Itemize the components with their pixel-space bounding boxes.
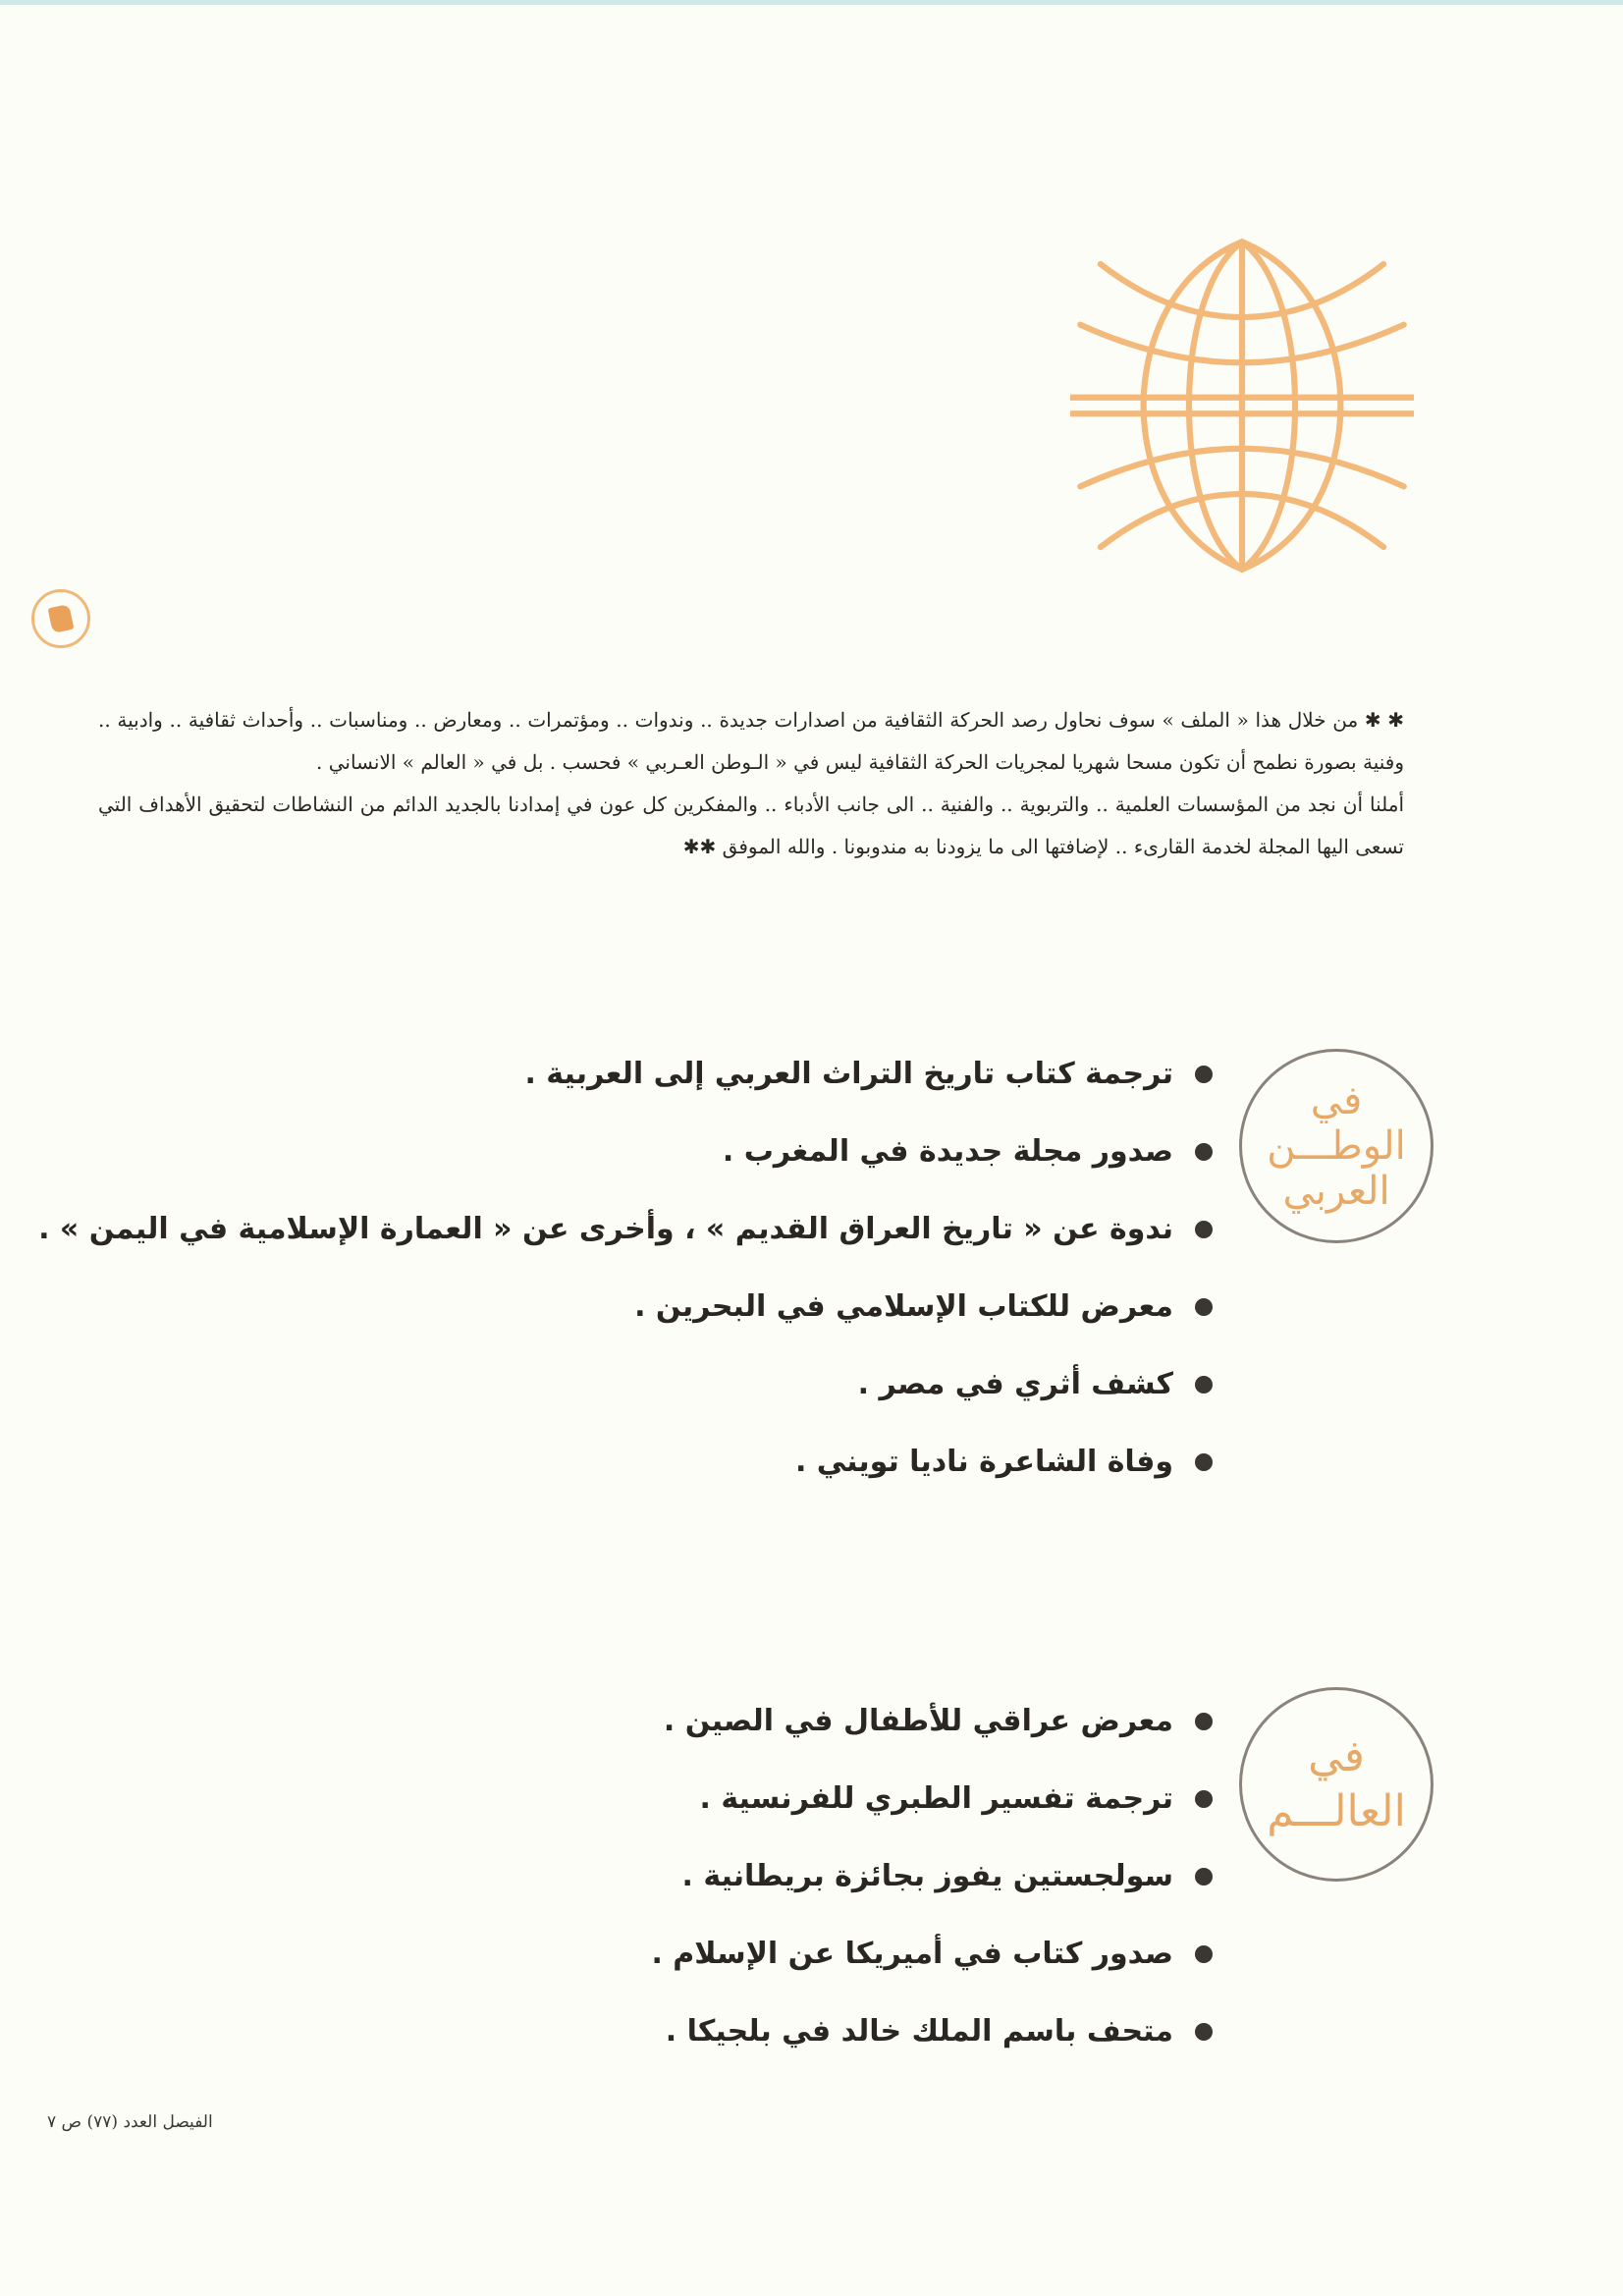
page-footer: الفيصل العدد (٧٧) ص ٧ bbox=[47, 2112, 213, 2132]
list-item bbox=[38, 1132, 1213, 1172]
list-item bbox=[651, 1935, 1213, 1974]
world-badge bbox=[1239, 1687, 1434, 1882]
list-item bbox=[651, 1857, 1213, 1896]
bullet-icon bbox=[1195, 2023, 1213, 2041]
list-item bbox=[651, 2012, 1213, 2051]
list-item-text: معرض للكتاب الإسلامي في البحرين . bbox=[634, 1289, 1173, 1324]
bullet-icon bbox=[1195, 1298, 1213, 1316]
badge-line: العالـــم bbox=[1267, 1786, 1406, 1836]
bullet-icon bbox=[1195, 1945, 1213, 1963]
bullet-icon bbox=[1195, 1713, 1213, 1730]
list-item-text: ندوة عن « تاريخ العراق القديم » ، وأخرى عن « العمارة الإسلامية في اليمن » . bbox=[38, 1212, 1173, 1246]
list-item-text: معرض عراقي للأطفال في الصين . bbox=[663, 1704, 1173, 1738]
bullet-icon bbox=[1195, 1221, 1213, 1238]
arab-world-badge bbox=[1239, 1049, 1434, 1243]
list-item-text: متحف باسم الملك خالد في بلجيكا . bbox=[665, 2014, 1173, 2049]
badge-line: الوطـــن bbox=[1267, 1123, 1406, 1169]
bullet-icon bbox=[1195, 1143, 1213, 1161]
intro-paragraph-2: أملنا أن نجد من المؤسسات العلمية .. والتربوية .. والفنية .. الى جانب الأدباء .. والمفكرين كل عون في إمدادنا بالجديد الدائم من النشاطات لتحقيق الأهداف التي تسعى اليها المجلة لخدمة القارىء .. لإضافتها الى ما يزودنا به مندوبونا . والله الموفق ✱✱ bbox=[98, 793, 1404, 858]
page-marker-icon bbox=[31, 589, 90, 648]
list-item bbox=[38, 1443, 1213, 1482]
top-color-strip bbox=[0, 0, 1623, 5]
list-item bbox=[38, 1365, 1213, 1404]
intro-paragraph-1: ✱ ✱ من خلال هذا « الملف » سوف نحاول رصد الحركة الثقافية من اصدارات جديدة .. وندوات .. ومؤتمرات .. ومعارض .. ومناسبات .. وأحداث ثقافية .. وادبية .. وفنية بصورة نطمح أن تكون مسحا شهريا لمجريات الحركة الثقافية ليس في « الـوطن العـربي » فحسب . بل في « العالم » الانساني . bbox=[98, 708, 1404, 774]
world-news-list bbox=[651, 1702, 1213, 2090]
bullet-icon bbox=[1195, 1453, 1213, 1471]
list-item-text: ترجمة تفسير الطبري للفرنسية . bbox=[699, 1781, 1173, 1816]
globe-logo-icon bbox=[1070, 234, 1414, 577]
intro-text bbox=[98, 699, 1404, 868]
list-item-text: كشف أثري في مصر . bbox=[857, 1367, 1173, 1401]
bullet-icon bbox=[1195, 1790, 1213, 1808]
badge-line: في bbox=[1310, 1078, 1363, 1123]
bullet-icon bbox=[1195, 1066, 1213, 1083]
list-item bbox=[38, 1055, 1213, 1094]
list-item-text: صدور مجلة جديدة في المغرب . bbox=[722, 1134, 1173, 1169]
list-item-text: ترجمة كتاب تاريخ التراث العربي إلى العربية . bbox=[524, 1057, 1173, 1091]
bullet-icon bbox=[1195, 1868, 1213, 1886]
badge-line: في bbox=[1308, 1731, 1365, 1781]
list-item bbox=[651, 1779, 1213, 1819]
list-item bbox=[38, 1287, 1213, 1327]
list-item-text: وفاة الشاعرة ناديا تويني . bbox=[794, 1445, 1173, 1479]
list-item bbox=[38, 1210, 1213, 1249]
badge-line: العربي bbox=[1282, 1169, 1390, 1214]
list-item bbox=[651, 1702, 1213, 1741]
list-item-text: صدور كتاب في أميريكا عن الإسلام . bbox=[651, 1937, 1173, 1971]
arab-world-news-list bbox=[38, 1055, 1213, 1520]
bullet-icon bbox=[1195, 1376, 1213, 1394]
list-item-text: سولجستين يفوز بجائزة بريطانية . bbox=[681, 1859, 1173, 1893]
